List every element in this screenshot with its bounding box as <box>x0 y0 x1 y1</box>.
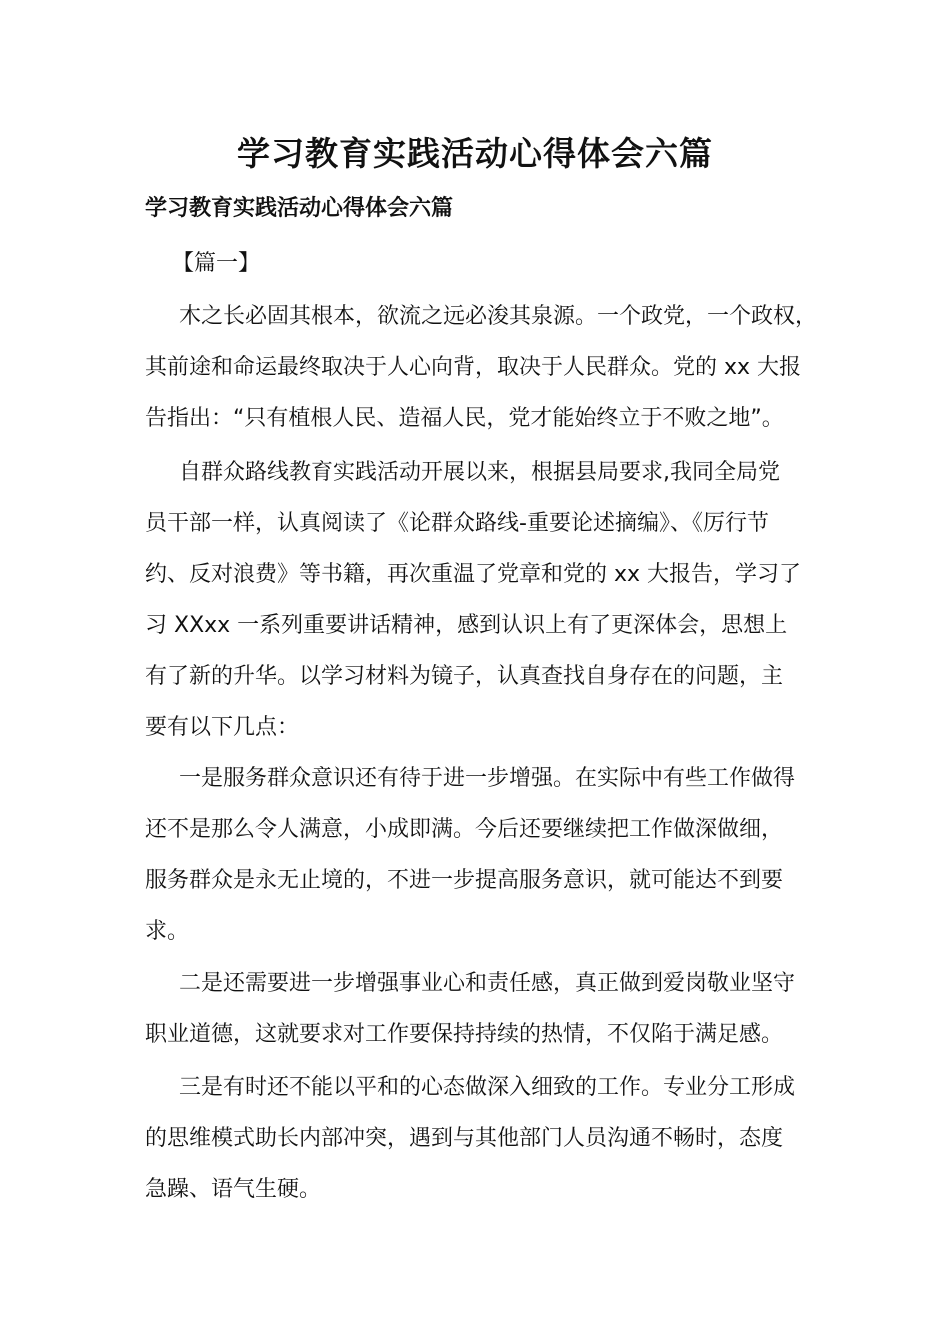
paragraph-line: 还不是那么令人满意，小成即满。今后还要继续把工作做深做细， <box>145 817 784 842</box>
paragraph-3 <box>145 753 815 957</box>
paragraph-4 <box>145 958 815 1060</box>
paragraph-1 <box>145 291 818 444</box>
paragraph-line: 员干部一样，认真阅读了《论群众路线-重要论述摘编》、《厉行节 <box>145 511 769 536</box>
document-title: 学习教育实践活动心得体会六篇 <box>237 134 713 173</box>
document-subtitle: 学习教育实践活动心得体会六篇 <box>145 196 454 221</box>
paragraph-line: 有了新的升华。以学习材料为镜子，认真查找自身存在的问题，主 <box>145 664 784 689</box>
paragraph-line: 三是有时还不能以平和的心态做深入细致的工作。专业分工形成 <box>179 1075 796 1100</box>
paragraph-line: 急躁、语气生硬。 <box>145 1177 322 1202</box>
paragraph-line: 求。 <box>145 919 190 944</box>
paragraph-line: 的思维模式助长内部冲突，遇到与其他部门人员沟通不畅时，态度 <box>145 1126 784 1151</box>
paragraph-5 <box>145 1062 815 1215</box>
paragraph-line: 约、反对浪费》等书籍，再次重温了党章和党的 xx 大报告，学习了 <box>145 562 802 587</box>
paragraph-line: 木之长必固其根本，欲流之远必浚其泉源。一个政党，一个政权， <box>179 304 818 329</box>
paragraph-line: 职业道德，这就要求对工作要保持持续的热情，不仅陷于满足感。 <box>145 1022 784 1047</box>
paragraph-line: 其前途和命运最终取决于人心向背，取决于人民群众。党的 xx 大报 <box>145 355 802 380</box>
paragraph-line: 习 XXxx 一系列重要讲话精神，感到认识上有了更深体会，思想上 <box>145 613 788 638</box>
paragraph-line: 服务群众是永无止境的，不进一步提高服务意识，就可能达不到要 <box>145 868 784 893</box>
paragraph-line: 告指出：“只有植根人民、造福人民，党才能始终立于不败之地”。 <box>145 406 784 431</box>
paragraph-line: 二是还需要进一步增强事业心和责任感，真正做到爱岗敬业坚守 <box>179 971 796 996</box>
paragraph-line: 自群众路线教育实践活动开展以来，根据县局要求,我同全局党 <box>179 460 780 485</box>
paragraph-line: 一是服务群众意识还有待于进一步增强。在实际中有些工作做得 <box>179 766 796 791</box>
paragraph-2 <box>145 447 815 753</box>
paragraph-line: 要有以下几点： <box>145 715 300 740</box>
section-label: 【篇一】 <box>172 251 261 276</box>
